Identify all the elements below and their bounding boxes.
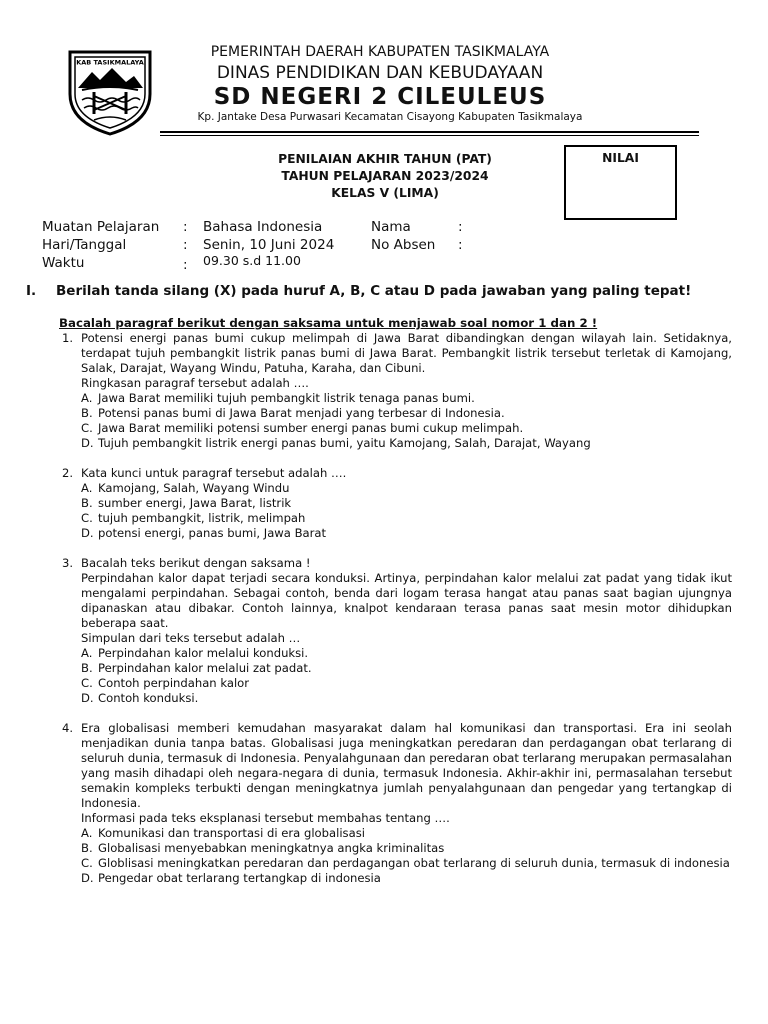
- option-d[interactable]: D. Contoh konduksi.: [81, 691, 199, 705]
- option-b[interactable]: B. Globalisasi menyebabkan meningkatnya angka kriminalitas: [81, 841, 445, 855]
- subject-colon: :: [183, 219, 188, 235]
- school-name: SD NEGERI 2 CILEULEUS: [213, 84, 547, 110]
- question-passage: Perpindahan kalor dapat terjadi secara konduksi. Artinya, perpindahan kalor melalui zat padat yang tidak ikut mengalami perpindahan. Sebagai contoh, benda dari logam terasa hangat atau panas saat bagian ujungnya dipanaskan atau dibakar. Contoh lainnya, knalpot kendaraan terasa panas saat mesin motor dihidupkan beberapa saat.: [81, 571, 732, 630]
- department-line: DINAS PENDIDIKAN DAN KEBUDAYAAN: [216, 63, 544, 83]
- option-b[interactable]: B. Potensi panas bumi di Jawa Barat menjadi yang terbesar di Indonesia.: [81, 406, 505, 420]
- subject-value: Bahasa Indonesia: [203, 219, 323, 235]
- section-number: I.: [26, 283, 37, 299]
- option-b[interactable]: B. sumber energi, Jawa Barat, listrik: [81, 496, 292, 510]
- question-prompt: Informasi pada teks eksplanasi tersebut membahas tentang ….: [81, 811, 450, 825]
- exam-year: TAHUN PELAJARAN 2023/2024: [281, 169, 489, 183]
- option-a[interactable]: A. Komunikasi dan transportasi di era globalisasi: [81, 826, 365, 840]
- option-a[interactable]: A. Perpindahan kalor melalui konduksi.: [81, 646, 309, 660]
- time-value: 09.30 s.d 11.00: [203, 253, 301, 268]
- exam-title: PENILAIAN AKHIR TAHUN (PAT): [278, 152, 492, 166]
- question-2: [62, 466, 732, 541]
- question-prompt: Kata kunci untuk paragraf tersebut adalah ….: [81, 466, 347, 480]
- section-instruction-text: Berilah tanda silang (X) pada huruf A, B, C atau D pada jawaban yang paling tepat!: [56, 283, 692, 299]
- absen-colon: :: [458, 237, 463, 253]
- absen-label: No Absen: [371, 237, 436, 253]
- reading-instruction: Bacalah paragraf berikut dengan saksama untuk menjawab soal nomor 1 dan 2 !: [59, 316, 598, 330]
- time-label: Waktu: [42, 255, 85, 271]
- question-number: 1.: [62, 331, 74, 345]
- subject-label: Muatan Pelajaran: [42, 219, 160, 235]
- question-number: 2.: [62, 466, 74, 480]
- logo-lettering: KAB TASIKMALAYA: [76, 58, 144, 67]
- question-prompt: Simpulan dari teks tersebut adalah …: [81, 631, 301, 645]
- score-box[interactable]: [564, 145, 677, 220]
- question-passage: Era globalisasi memberi kemudahan masyarakat dalam hal komunikasi dan transportasi. Era ini seolah menjadikan dunia tanpa batas. Globalisasi juga meningkatkan peredaran dan perdagangan obat terlarang di seluruh dunia, termasuk di Indonesia. Penyalahgunaan dan peredaran obat terlarang merupakan permasalahan yang masih dihadapi oleh negara-negara di dunia, termasuk Indonesia. Akhir-akhir ini, permasalahan tersebut semakin kompleks terbukti dengan meningkatnya jumlah penyalahgunaan dan pengedar yang tertangkap di Indonesia.: [81, 721, 732, 810]
- option-c[interactable]: C. Jawa Barat memiliki potensi sumber energi panas bumi cukup melimpah.: [81, 421, 524, 435]
- option-d[interactable]: D. Tujuh pembangkit listrik energi panas bumi, yaitu Kamojang, Salah, Darajat, Wayang: [81, 436, 591, 450]
- date-label: Hari/Tanggal: [42, 237, 127, 253]
- option-c[interactable]: C. Contoh perpindahan kalor: [81, 676, 250, 690]
- question-number: 4.: [62, 721, 74, 735]
- letterhead-rule-thin: [160, 135, 699, 136]
- option-d[interactable]: D. Pengedar obat terlarang tertangkap di indonesia: [81, 871, 381, 885]
- option-c[interactable]: C. tujuh pembangkit, listrik, melimpah: [81, 511, 306, 525]
- option-a[interactable]: A. Jawa Barat memiliki tujuh pembangkit listrik tenaga panas bumi.: [81, 391, 475, 405]
- date-value: Senin, 10 Juni 2024: [203, 237, 335, 253]
- question-list: [62, 331, 732, 901]
- school-address: Kp. Jantake Desa Purwasari Kecamatan Cisayong Kabupaten Tasikmalaya: [197, 111, 583, 123]
- date-colon: :: [183, 237, 188, 253]
- option-b[interactable]: B. Perpindahan kalor melalui zat padat.: [81, 661, 312, 675]
- government-line: PEMERINTAH DAERAH KABUPATEN TASIKMALAYA: [210, 44, 550, 60]
- question-instruction: Bacalah teks berikut dengan saksama !: [81, 556, 311, 570]
- time-colon: :: [183, 257, 188, 273]
- question-3: [62, 556, 732, 706]
- option-d[interactable]: D. potensi energi, panas bumi, Jawa Barat: [81, 526, 327, 540]
- score-label: NILAI: [602, 151, 639, 165]
- question-number: 3.: [62, 556, 74, 570]
- question-1: [62, 331, 732, 451]
- letterhead-rule-thick: [160, 131, 699, 133]
- section-instruction: [26, 283, 691, 299]
- name-colon: :: [458, 219, 463, 235]
- option-c[interactable]: C. Globlisasi meningkatkan peredaran dan perdagangan obat terlarang di seluruh dunia, termasuk di indonesia: [81, 856, 730, 870]
- question-passage: Potensi energi panas bumi cukup melimpah di Jawa Barat dibandingkan dengan wilayah lain. Setidaknya, terdapat tujuh pembangkit listrik panas bumi di Jawa Barat. Pembangkit listrik tersebut terletak di Kamojang, Salak, Darajat, Wayang Windu, Patuha, Karaha, dan Cibuni.: [81, 331, 732, 375]
- question-4: [62, 721, 732, 886]
- option-a[interactable]: A. Kamojang, Salah, Wayang Windu: [81, 481, 290, 495]
- question-prompt: Ringkasan paragraf tersebut adalah ….: [81, 376, 309, 390]
- regency-logo: [64, 44, 156, 136]
- name-label: Nama: [371, 219, 411, 235]
- exam-class: KELAS V (LIMA): [331, 186, 439, 200]
